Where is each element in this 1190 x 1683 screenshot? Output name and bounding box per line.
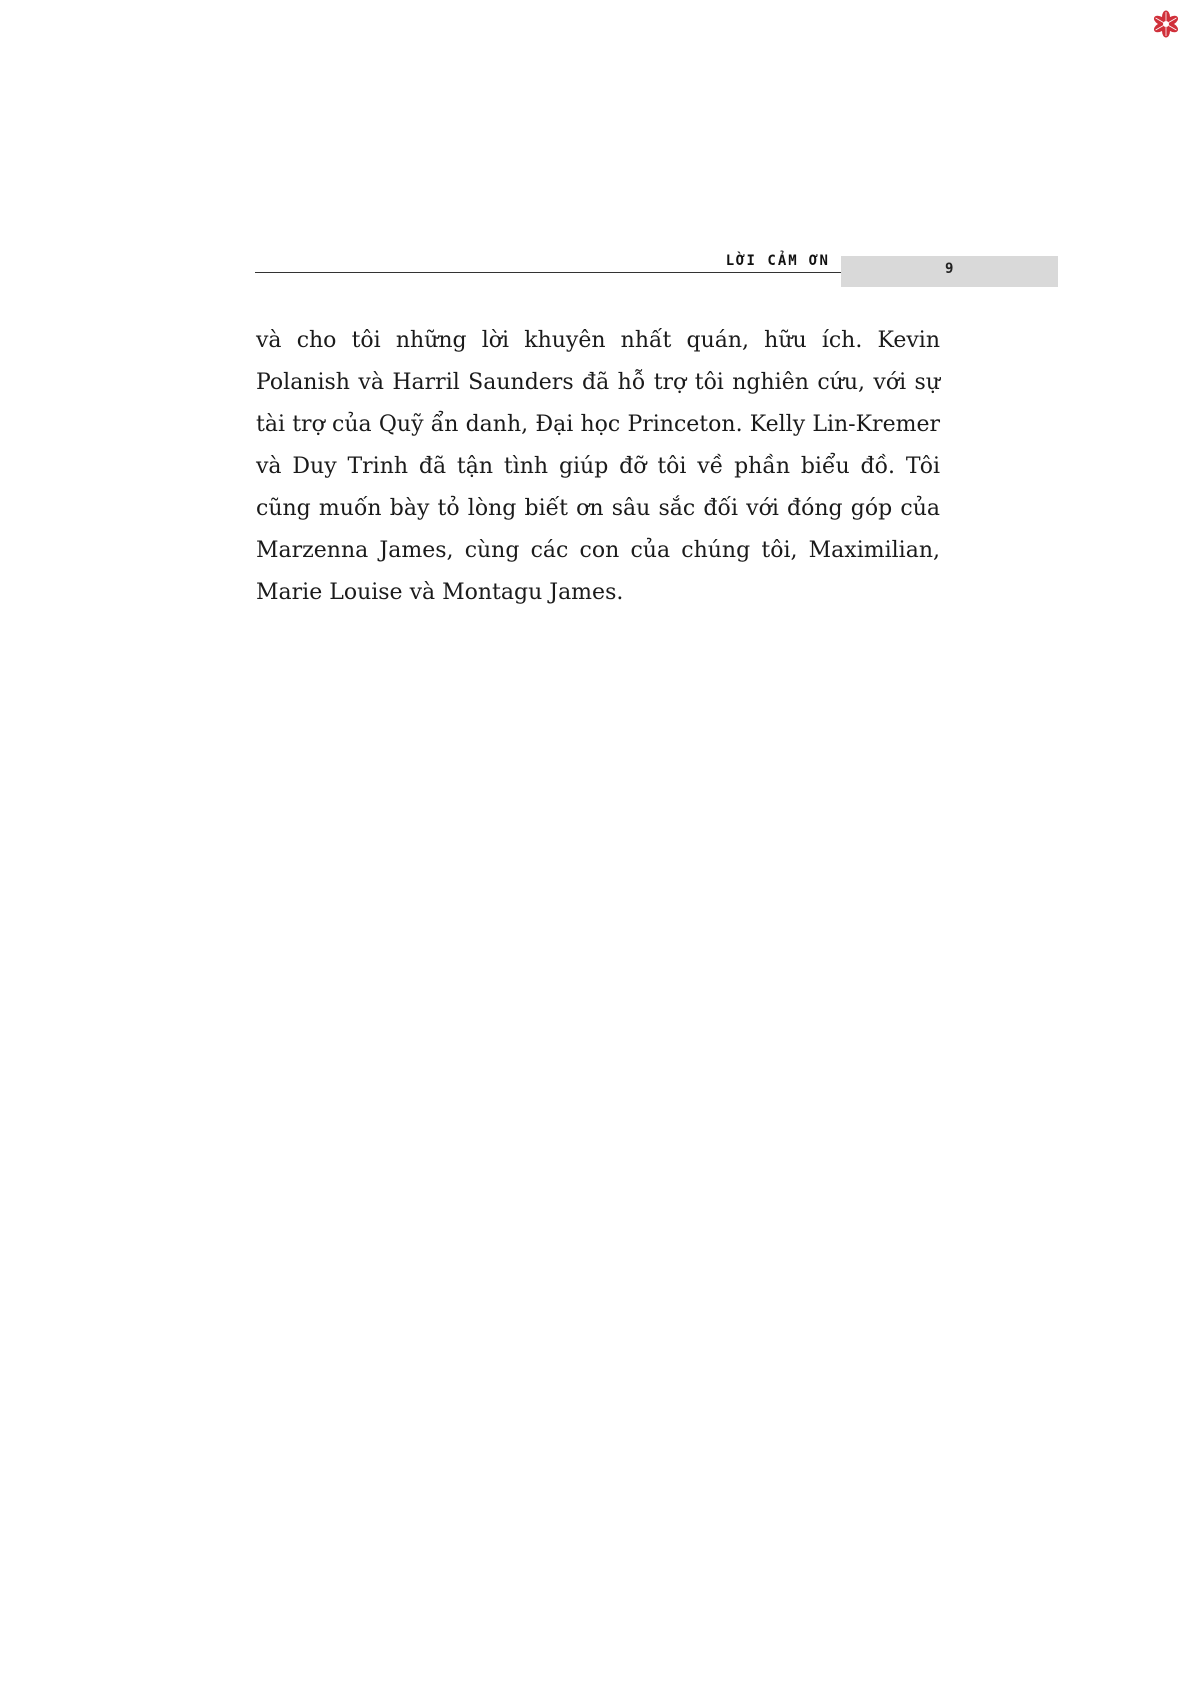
publisher-flower-icon — [1152, 10, 1180, 38]
chapter-title: LỜI CẢM ƠN — [725, 253, 830, 269]
body-paragraph: và cho tôi những lời khuyên nhất quán, hữu ích. Kevin Polanish và Harril Saunders đã hỗ trợ tôi nghiên cứu, với sự tài trợ của Quỹ ẩn danh, Đại học Princeton. Kelly Lin-Kremer và Duy Trinh đã tận tình giúp đỡ tôi về phần biểu đồ. Tôi cũng muốn bày tỏ lòng biết ơn sâu sắc đối với đóng góp của Marzenna James, cùng các con của chúng tôi, Maximilian, Marie Louise và Montagu James. — [256, 328, 940, 605]
page-number: 9 — [945, 261, 954, 277]
header-divider — [255, 272, 841, 273]
running-header — [255, 253, 1058, 289]
page-number-tab — [841, 256, 1058, 287]
